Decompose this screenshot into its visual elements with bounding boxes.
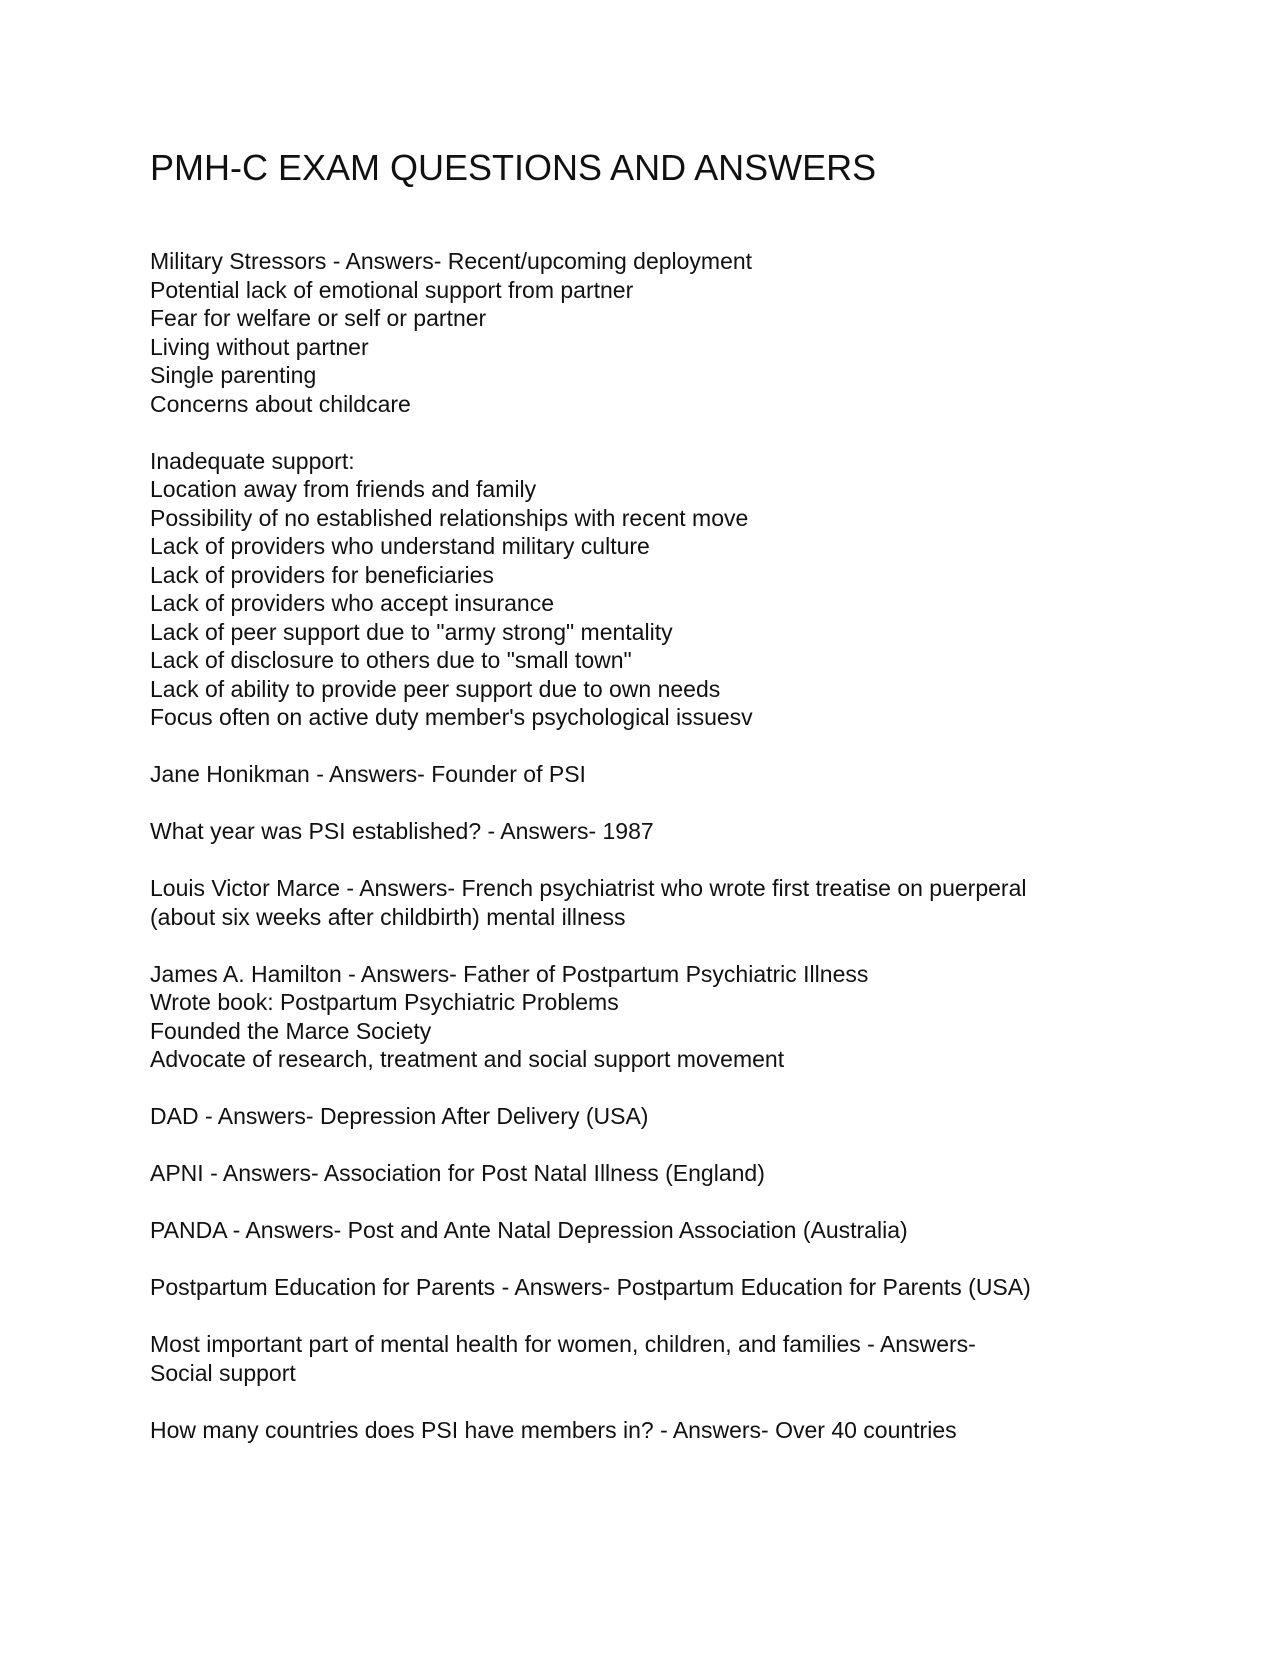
qa-entry — [150, 247, 1140, 418]
entry-line: Possibility of no established relationships with recent move — [150, 504, 749, 531]
entry-line: Lack of providers who accept insurance — [150, 590, 554, 616]
entry-line: Single parenting — [150, 362, 317, 388]
qa-entry — [150, 817, 1140, 846]
entry-line: Focus often on active duty member's psychological issuesv — [150, 704, 753, 730]
qa-entry — [150, 760, 1140, 789]
entry-line: DAD - Answers- Depression After Delivery (USA) — [150, 1103, 649, 1129]
entry-line: Potential lack of emotional support from partner — [150, 276, 634, 303]
entry-line: Concerns about childcare — [150, 390, 411, 417]
entry-line: (about six weeks after childbirth) mental illness — [150, 903, 626, 930]
entry-line: Lack of providers for beneficiaries — [150, 561, 494, 588]
qa-entry — [150, 447, 1140, 732]
entry-line: Living without partner — [150, 333, 369, 360]
entry-line: Most important part of mental health for women, children, and families - Answers- — [150, 1331, 976, 1357]
entry-line: Jane Honikman - Answers- Founder of PSI — [150, 761, 586, 787]
qa-entry — [150, 960, 1140, 1074]
entry-line: Founded the Marce Society — [150, 1017, 432, 1044]
entry-line: What year was PSI established? - Answers- 1987 — [150, 818, 654, 844]
entry-line: Lack of ability to provide peer support due to own needs — [150, 675, 721, 702]
document-title: PMH-C EXAM QUESTIONS AND ANSWERS — [150, 147, 877, 188]
entry-line: Military Stressors - Answers- Recent/upcoming deployment — [150, 248, 753, 274]
entry-line: Social support — [150, 1359, 296, 1386]
entry-line: Louis Victor Marce - Answers- French psychiatrist who wrote first treatise on puerperal — [150, 875, 1027, 901]
qa-entry — [150, 1273, 1140, 1302]
qa-entry — [150, 1416, 1140, 1445]
entry-line: James A. Hamilton - Answers- Father of Postpartum Psychiatric Illness — [150, 960, 869, 987]
entry-line: Wrote book: Postpartum Psychiatric Problems — [150, 989, 619, 1015]
entry-line: Location away from friends and family — [150, 476, 537, 502]
entry-line: Lack of providers who understand military culture — [150, 533, 650, 559]
entry-line: Advocate of research, treatment and social support movement — [150, 1046, 785, 1072]
entry-line: PANDA - Answers- Post and Ante Natal Depression Association (Australia) — [150, 1217, 908, 1243]
qa-entry — [150, 1102, 1140, 1131]
qa-entry — [150, 1159, 1140, 1188]
qa-entry — [150, 1216, 1140, 1245]
entry-line: How many countries does PSI have members in? - Answers- Over 40 countries — [150, 1416, 957, 1443]
entry-line: APNI - Answers- Association for Post Natal Illness (England) — [150, 1160, 765, 1186]
qa-entry — [150, 1330, 1140, 1387]
qa-entry — [150, 874, 1140, 931]
entry-line: Postpartum Education for Parents - Answers- Postpartum Education for Parents (USA) — [150, 1274, 1031, 1300]
entry-line: Fear for welfare or self or partner — [150, 305, 487, 331]
entry-line: Lack of disclosure to others due to "small town" — [150, 647, 632, 673]
entry-line: Lack of peer support due to "army strong" mentality — [150, 618, 673, 645]
document-content — [150, 247, 1140, 1444]
entry-line: Inadequate support: — [150, 447, 355, 474]
